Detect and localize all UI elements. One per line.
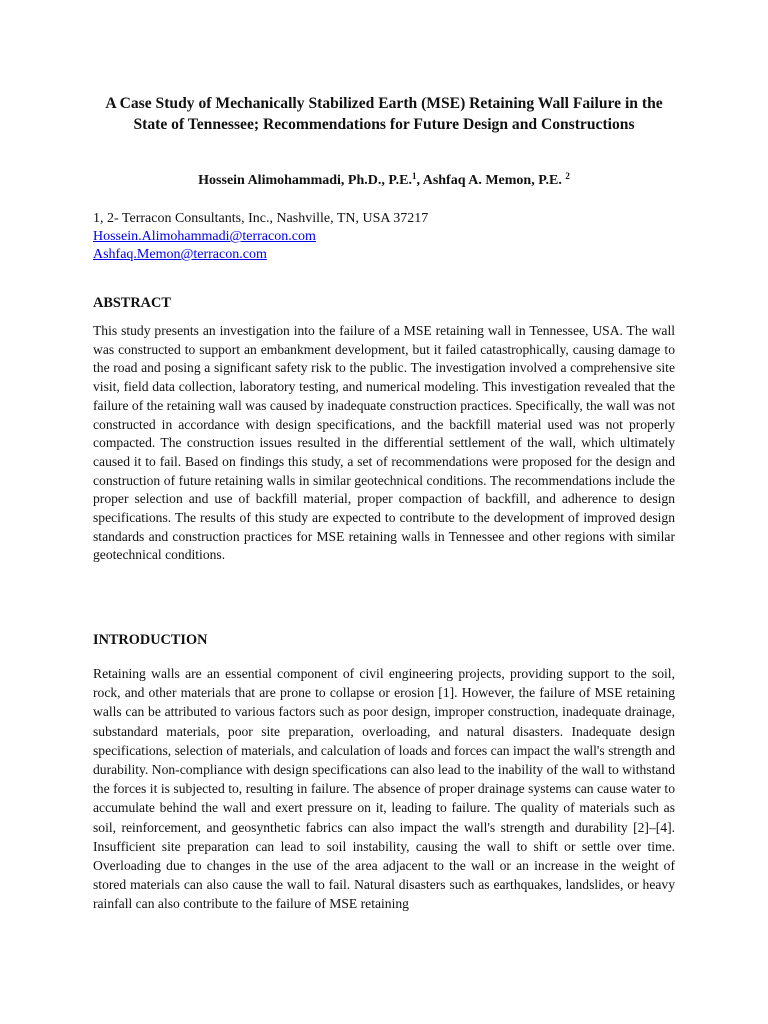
email-link-1[interactable]: Hossein.Alimohammadi@terracon.com [93,229,316,244]
abstract-paragraph: This study presents an investigation into the failure of a MSE retaining wall in Tennessee, USA. The wall was constructed to support an embankment development, but it failed catastrophically, causing damage to the road and posing a significant safety risk to the public. The investigation involved a comprehensive site visit, field data collection, laboratory testing, and numerical modeling. This investigation revealed that the failure of the retaining wall was caused by inadequate construction practices. Specifically, the wall was not constructed in accordance with design specifications, and the backfill material used was not properly compacted. The construction issues resulted in the differential settlement of the wall, which ultimately caused it to fail. Based on findings this study, a set of recommendations were proposed for the design and construction of future retaining walls in similar geotechnical conditions. The recommendations include the proper selection and use of backfill material, proper compaction of backfill, and adherence to design specifications. The results of this study are expected to contribute to the development of improved design standards and construction practices for MSE retaining walls in Tennessee and other regions with similar geotechnical conditions. [93,323,675,563]
paper-title: A Case Study of Mechanically Stabilized Earth (MSE) Retaining Wall Failure in the State of Tennessee; Recommendations for Future Design and Constructions [105,95,663,133]
author-separator: , [416,173,423,188]
affiliation: 1, 2- Terracon Consultants, Inc., Nashville, TN, USA 37217 [93,211,429,226]
author-2-affil-mark: 2 [565,171,570,181]
email-link-2[interactable]: Ashfaq.Memon@terracon.com [93,247,267,262]
author-2-name: Ashfaq A. Memon, P.E. [422,173,562,188]
introduction-heading: INTRODUCTION [93,632,208,648]
author-1-name: Hossein Alimohammadi, Ph.D., P.E. [198,173,412,188]
abstract-heading: ABSTRACT [93,295,171,311]
author-1-affil-mark: 1 [411,171,417,181]
introduction-paragraph: Retaining walls are an essential component of civil engineering projects, providing support to the soil, rock, and other materials that are prone to collapse or erosion [1]. However, the failure of MSE retaining walls can be attributed to various factors such as poor design, improper construction, inadequate drainage, substandard materials, poor site preparation, overloading, and natural disasters. Inadequate design specifications, selection of materials, and calculation of loads and forces can impact the wall's strength and durability. Non-compliance with design specifications can also lead to the inability of the wall to withstand the forces it is subjected to, resulting in failure. The absence of proper drainage systems can cause water to accumulate behind the wall and exert pressure on it, leading to failure. The quality of materials such as soil, reinforcement, and geosynthetic fabrics can also impact the wall's strength and durability [2]–[4]. Insufficient site preparation can lead to soil instability, causing the wall to shift or settle over time. Overloading due to changes in the use of the area adjacent to the wall or an increase in the weight of stored materials can also cause the wall to fail. Natural disasters such as earthquakes, landslides, or heavy rainfall can also contribute to the failure of MSE retaining [93,666,675,912]
author-line [92,172,676,190]
